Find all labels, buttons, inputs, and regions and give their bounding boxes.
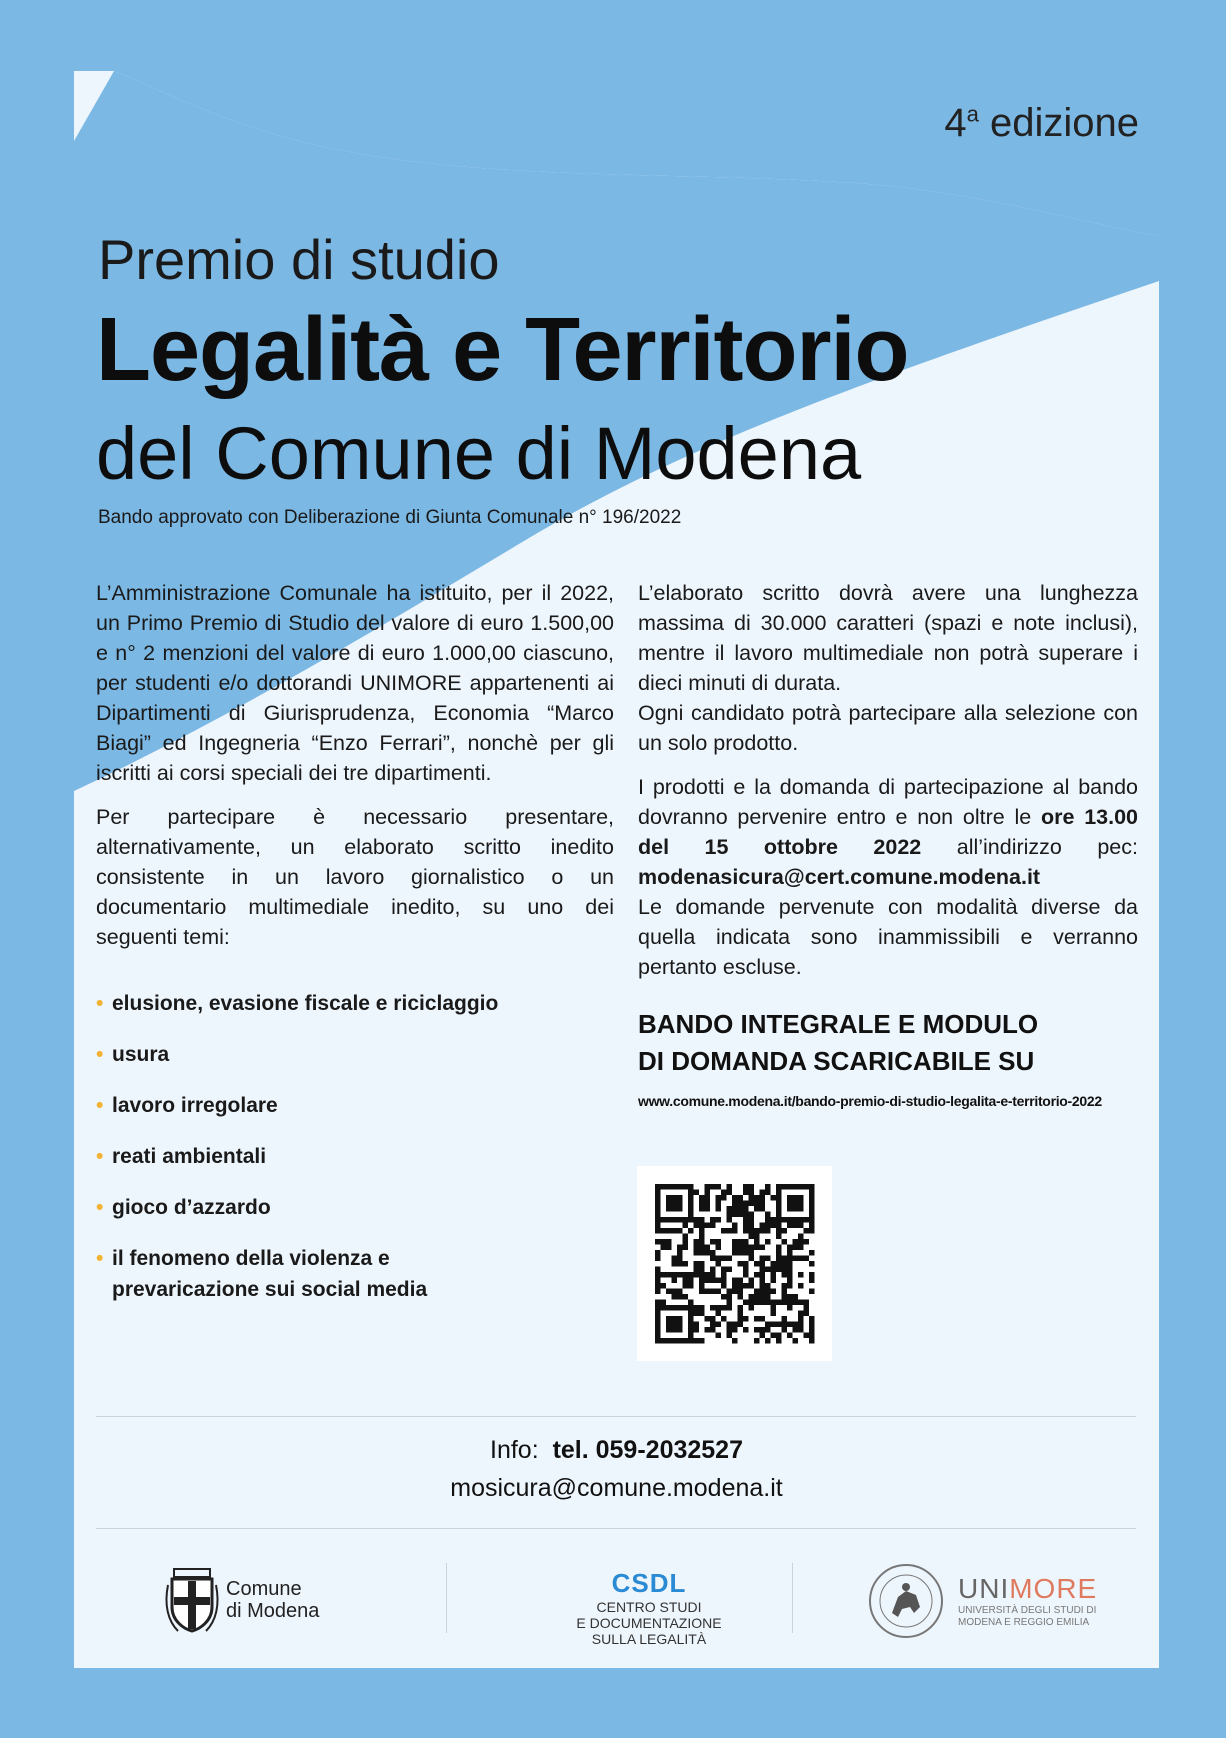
participation-paragraph: Per partecipare è necessario presentare, alternativamente, un elaborato scritto inedito consistente in un lavoro giornalistico o un documentario multimediale inedito, su uno dei seguenti temi: [96, 805, 614, 949]
length-paragraph: L’elaborato scritto dovrà avere una lunghezza massima di 30.000 caratteri (spazi e note inclusi), mentre il lavoro multimediale non potrà superare i dieci minuti di durata. [638, 581, 1138, 695]
csdl-logo: CSDL CENTRO STUDI E DOCUMENTAZIONE SULLA LEGALITÀ [576, 1568, 722, 1647]
deadline-paragraph: I prodotti e la domanda di partecipazione al bando dovranno pervenire entro e non oltre le ore 13.00 del 15 ottobre 2022 all’indirizzo pec: modenasicura@cert.comune.modena.it [638, 775, 1138, 889]
themes-list [96, 988, 614, 1305]
coat-of-arms-icon [164, 1565, 220, 1635]
bullet-icon: • [96, 1247, 104, 1270]
edition-label: 4$^a$ edizione [944, 101, 1139, 145]
info-email[interactable]: mosicura@comune.modena.it [450, 1474, 783, 1502]
left-column [96, 578, 614, 1325]
bullet-icon: • [96, 1145, 104, 1168]
bando-url-link[interactable]: www.comune.modena.it/bando-premio-di-studio-legalita-e-territorio-2022 [638, 1093, 1102, 1109]
bullet-icon: • [96, 1043, 104, 1066]
unimore-logo [866, 1561, 1097, 1641]
divider [96, 1528, 1136, 1529]
bullet-icon: • [96, 992, 104, 1015]
list-item: • lavoro irregolare [96, 1090, 614, 1121]
pec-link[interactable]: modenasicura@cert.comune.modena.it [638, 865, 1041, 889]
bullet-icon: • [96, 1094, 104, 1117]
right-column [638, 578, 1138, 1116]
qr-code[interactable] [637, 1166, 832, 1361]
page-title: Legalità e Territorio [96, 300, 909, 400]
exclusion-paragraph: Le domande pervenute con modalità diverse da quella indicata sono inammissibili e verranno pertanto escluse. [638, 895, 1138, 979]
logo-separator [792, 1563, 793, 1633]
bando-heading: BANDO INTEGRALE E MODULO DI DOMANDA SCARICABILE SU [638, 1009, 1039, 1076]
logo-separator [446, 1563, 447, 1633]
list-item: • usura [96, 1039, 614, 1070]
bullet-icon: • [96, 1196, 104, 1219]
sub-title: del Comune di Modena [96, 412, 862, 495]
list-item: • reati ambientali [96, 1141, 614, 1172]
unimore-text: UNIMORE UNIVERSITÀ DEGLI STUDI DI MODENA E REGGIO EMILIA [958, 1573, 1098, 1628]
pre-title: Premio di studio [98, 228, 500, 291]
list-item: • il fenomeno della violenza e prevaricazione sui social media [96, 1243, 614, 1305]
university-seal-icon [866, 1561, 946, 1641]
qr-code-icon [637, 1166, 832, 1361]
decree-note: Bando approvato con Deliberazione di Giunta Comunale n° 196/2022 [98, 507, 682, 528]
list-item: • gioco d’azzardo [96, 1192, 614, 1223]
poster-sheet [74, 71, 1159, 1668]
single-product-paragraph: Ogni candidato potrà partecipare alla selezione con un solo prodotto. [638, 701, 1138, 755]
comune-logo [164, 1565, 319, 1635]
list-item: • elusione, evasione fiscale e riciclaggio [96, 988, 614, 1019]
divider [96, 1416, 1136, 1417]
comune-name: Comune di Modena [226, 1578, 320, 1622]
intro-paragraph: L’Amministrazione Comunale ha istituito, per il 2022, un Primo Premio di Studio del valore di euro 1.500,00 e n° 2 menzioni del valore di euro 1.000,00 ciascuno, per studenti e/o dottorandi UNIMORE appartenenti ai Dipartimenti di Giurisprudenza, Economia “Marco Biagi” ed Ingegneria “Enzo Ferrari”, nonchè per gli iscritti ai corsi speciali dei tre dipartimenti. [96, 581, 614, 785]
info-phone: Info: tel. 059-2032527 [490, 1436, 743, 1464]
